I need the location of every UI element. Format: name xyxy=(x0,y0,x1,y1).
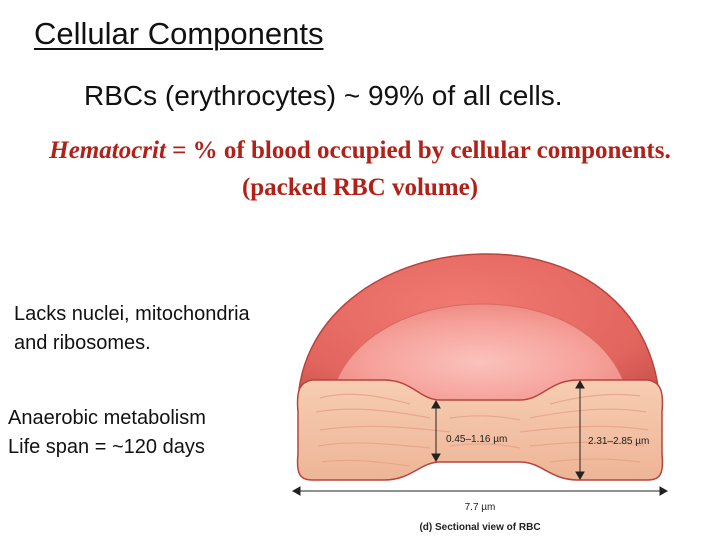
hematocrit-definition xyxy=(8,132,712,206)
diameter-dimension xyxy=(293,487,667,495)
metabolism-line-2: Life span = ~120 days xyxy=(8,436,205,458)
slide-title: Cellular Components xyxy=(34,16,324,51)
features-line-2: and ribosomes. xyxy=(14,332,151,354)
center-thickness-label: 0.45–1.16 µm xyxy=(446,434,508,445)
slide-subtitle: RBCs (erythrocytes) ~ 99% of all cells. xyxy=(84,80,563,111)
hematocrit-text: = % of blood occupied by cellular components. xyxy=(165,137,671,164)
rbc-metabolism xyxy=(8,404,206,462)
hematocrit-note: (packed RBC volume) xyxy=(241,174,479,201)
diameter-label: 7.7 µm xyxy=(464,502,496,513)
features-line-1: Lacks nuclei, mitochondria xyxy=(14,303,250,325)
figure-caption: (d) Sectional view of RBC xyxy=(419,522,541,533)
rbc-features xyxy=(14,300,250,358)
metabolism-line-1: Anaerobic metabolism xyxy=(8,407,206,429)
hematocrit-line xyxy=(8,132,712,169)
rbc-section-figure xyxy=(280,240,720,540)
rim-thickness-label: 2.31–2.85 µm xyxy=(588,436,650,447)
hematocrit-term: Hematocrit xyxy=(49,137,166,164)
